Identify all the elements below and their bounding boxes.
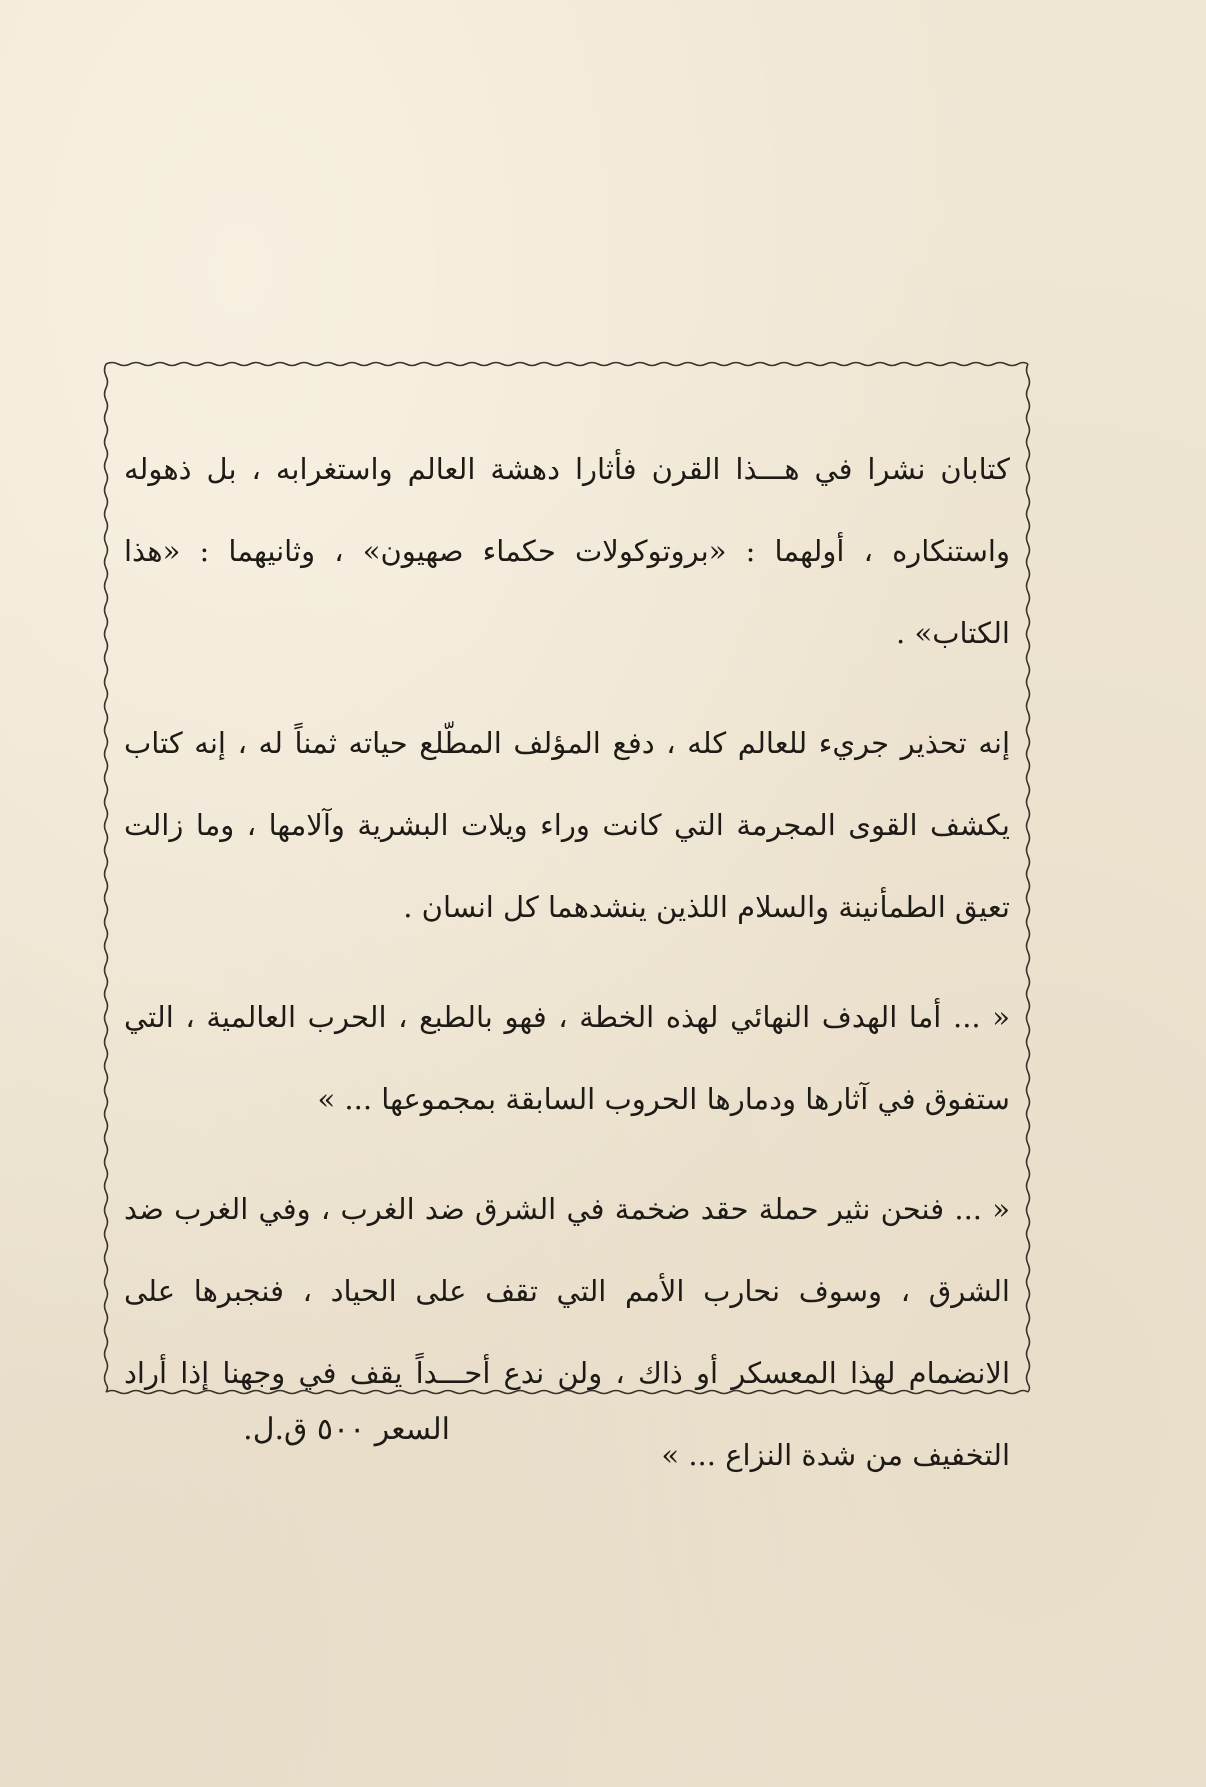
quote-paragraph-1: « ... أما الهدف النهائي لهذه الخطة ، فهو بالطبع ، الحرب العالمية ، التي ستفوق في آثارها ودمارها الحروب السابقة بمجموعها ... » bbox=[124, 1000, 1010, 1116]
quote-paragraph-2: « ... فنحن نثير حملة حقد ضخمة في الشرق ضد الغرب ، وفي الغرب ضد الشرق ، وسوف نحارب الأمم التي تقف على الحياد ، فنجبرها على الانضمام لهذا المعسكر أو ذاك ، ولن ندع أحـــداً يقف في وجهنا إذا أراد التخفيف من شدة النزاع ... » bbox=[124, 1192, 1010, 1472]
border-right bbox=[1027, 364, 1030, 1392]
border-top bbox=[106, 363, 1028, 366]
blurb-paragraph-1: كتابان نشرا في هـــذا القرن فأثارا دهشة العالم واستغرابه ، بل ذهوله واستنكاره ، أولهما : «بروتوكولات حكماء صهيون» ، وثانيهما : «هذا الكتاب» . bbox=[124, 452, 1010, 650]
border-left bbox=[105, 364, 108, 1392]
blurb-paragraph-2: إنه تحذير جريء للعالم كله ، دفع المؤلف المطّلع حياته ثمناً له ، إنه كتاب يكشف القوى المجرمة التي كانت وراء ويلات البشرية وآلامها ، وما زالت تعيق الطمأنينة والسلام اللذين ينشدهما كل انسان . bbox=[124, 726, 1010, 924]
price-label: السعر ٥٠٠ ق.ل. bbox=[243, 1412, 450, 1447]
